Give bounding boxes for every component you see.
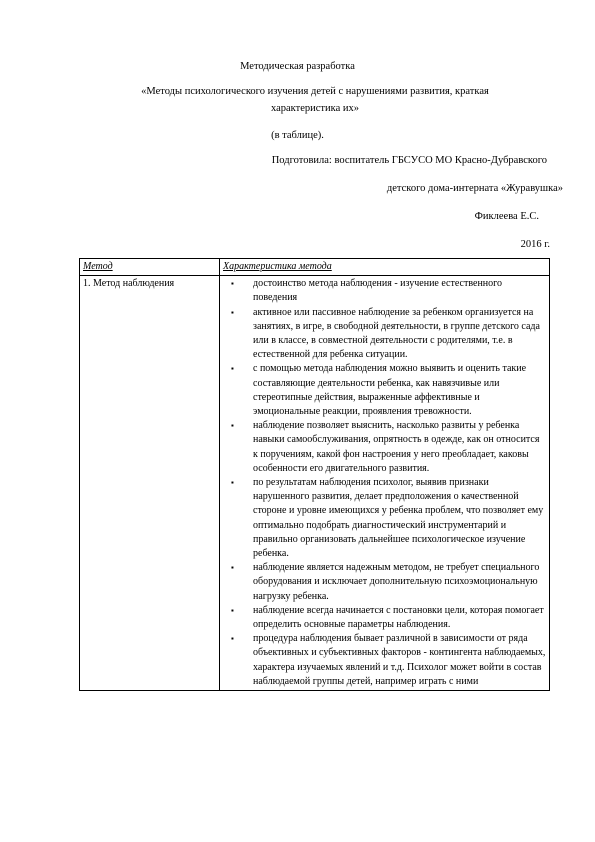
document-title: Методическая разработка (240, 61, 355, 72)
prepared-by-line-2: детского дома-интерната «Журавушка» (386, 183, 563, 194)
document-note: (в таблице). (271, 130, 324, 141)
method-name-cell: 1. Метод наблюдения (80, 276, 220, 691)
methods-table (79, 258, 550, 691)
table-row (80, 276, 550, 691)
document-subtitle: «Методы психологического изучения детей с нарушениями развития, краткая характеристика их» (141, 86, 489, 114)
column-header-method: Метод (80, 259, 220, 276)
list-item: ▪ достоинство метода наблюдения - изучение естественного поведения (253, 277, 546, 305)
characteristics-list (223, 277, 546, 689)
list-item: ▪ активное или пассивное наблюдение за ребенком организуется на занятиях, в игре, в свободной деятельности, в группе детского сада или в классе, в совместной деятельности с родителями, т.е. в естественной для ребенка ситуации. (253, 306, 546, 363)
list-item: ▪ с помощью метода наблюдения можно выявить и оценить такие составляющие деятельности ребенка, как навязчивые или стереотипные действия, выраженные аффективные и эмоциональные реакции, проявления тревожности. (253, 362, 546, 419)
document-year: 2016 г. (520, 239, 550, 250)
list-item: ▪ наблюдение является надежным методом, не требует специального оборудования и исключает дополнительную психоэмоциональную нагрузку ребенка. (253, 561, 546, 604)
column-header-characteristics: Характеристика метода (220, 259, 550, 276)
prepared-by-line-1: Подготовила: воспитатель ГБСУСО МО Красно-Дубравского (271, 155, 547, 166)
list-item: ▪ процедура наблюдения бывает различной в зависимости от ряда объективных и субъективных факторов - контингента наблюдаемых, характера изучаемых явлений и т.д. Психолог может войти в состав наблюдаемой группы детей, например играть с ними (253, 632, 546, 689)
table-header-row (80, 259, 550, 276)
list-item: ▪ наблюдение всегда начинается с постановки цели, которая помогает определить основные параметры наблюдения. (253, 604, 546, 632)
author-name: Фиклеева Е.С. (474, 211, 539, 222)
list-item: ▪ по результатам наблюдения психолог, выявив признаки нарушенного развития, делает предположения о качественной стороне и уровне имеющихся у ребенка проблем, что позволяет ему оптимально подобрать диагностический инструментарий и правильно организовать дальнейшее психологическое изучение ребенка. (253, 476, 546, 561)
method-characteristics-cell (220, 276, 550, 691)
list-item: ▪ наблюдение позволяет выяснить, насколько развиты у ребенка навыки самообслуживания, опрятность в одежде, как он относится к поручениям, какой фон настроения у него преобладает, каковы особенности его двигательного развития. (253, 419, 546, 476)
